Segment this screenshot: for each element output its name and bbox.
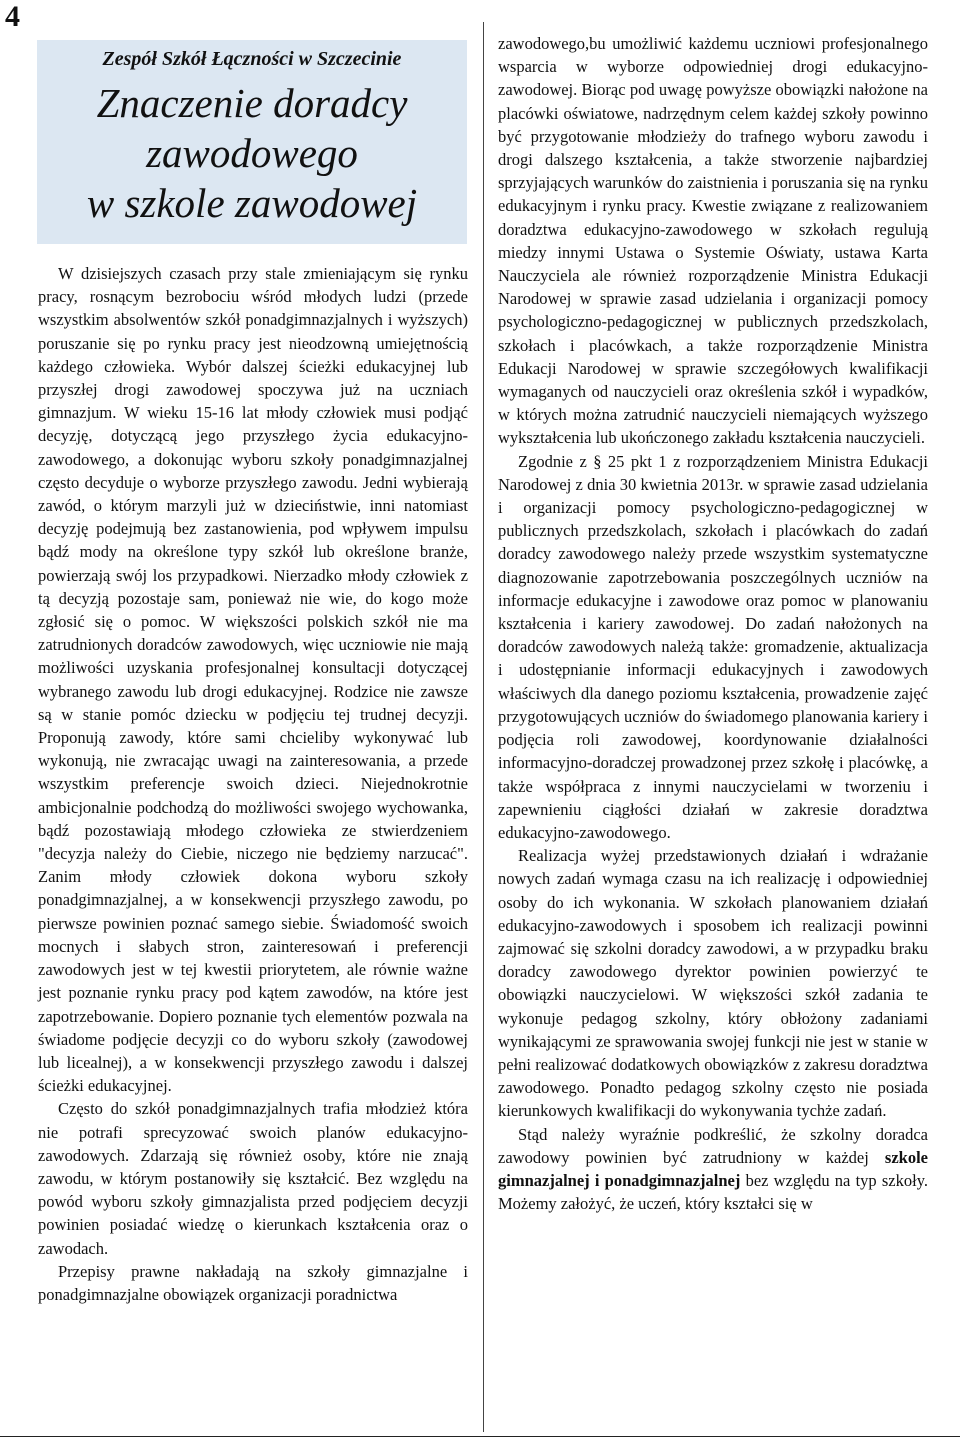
article-header [37,40,467,244]
left-column [38,262,468,1306]
body-paragraph [498,1123,928,1216]
column-divider [483,22,484,1432]
paragraph-text: bez względu na typ szkoły. Możemy założyć, że uczeń, który kształci się w [498,1170,928,1214]
body-paragraph: Zgodnie z § 25 pkt 1 z rozporządzeniem Ministra Edukacji Narodowej z dnia 30 kwietnia 2013r. w sprawie zasad udzielania i organizacji pomocy psychologiczno-pedagogicznej w publicznych przedszkolach, szkołach i placówkach do zadań doradcy zawodowego należy przede wszystkim systematyczne diagnozowanie zapotrzebowania poszczególnych uczniów na informacje edukacyjne i zawodowe oraz pomoc w planowaniu kształcenia i kariery zawodowej. Do zadań nałożonych na doradców zawodowych należą także: gromadzenie, aktualizacja i udostępnianie informacji edukacyjnych i zawodowych właściwych dla danego poziomu kształcenia, prowadzenie zajęć przygotowujących uczniów do świadomego planowania kariery i podjęcia roli zawodowej, koordynowanie działalności informacyjno-doradczej prowadzonej przez szkołę i placówkę, a także współpraca z innymi nauczycielami w tworzeniu i zapewnieniu ciągłości działań w zakresie doradztwa edukacyjno-zawodowego. [498,451,928,842]
right-column [498,32,928,1215]
body-paragraph: W dzisiejszych czasach przy stale zmieniającym się rynku pracy, rosnącym bezrobociu wśród młodych ludzi (przede wszystkim absolwentów szkół ponadgimnazjalnych i wyższych) poruszanie się po rynku pracy jest nieodzowną umiejętnością każdego człowieka. Wybór dalszej ścieżki edukacyjnej lub przyszłej drogi zawodowej spoczywa już na uczniach gimnazjum. W wieku 15-16 lat młody człowiek musi podjąć decyzję, dotyczącą jego przyszłego życia edukacyjno-zawodowego, a dokonując wyboru szkoły ponadgimnazjalnej często decyduje o wyborze przyszłego zawodu. Jedni wybierają zawód, o którym marzyli już w dzieciństwie, inni natomiast decyzję podejmują bez zastanowienia, pod wpływem impulsu bądź mody na określone typy szkół lub określone branże, powierzają swój los przypadkowi. Nierzadko młody człowiek z tą decyzją pozostaje sam, ponieważ nie wie, do kogo może zgłosić się o pomoc. W większości polskich szkół nie ma zatrudnionych doradców zawodowych, więc uczniowie nie mają możliwości uzyskania profesjonalnej konsultacji dotyczącej wybranego zawodu lub drogi edukacyjnej. Rodzice nie zawsze są w stanie pomóc dziecku w podjęciu tej trudnej decyzji. Proponują zawody, które sami chcieliby wykonywać lub wykonują, nie zwracając uwagi na zainteresowania, a przede wszystkim preferencje swoich dzieci. Niejednokrotnie ambicjonalnie podchodzą do możliwości swojego wychowanka, bądź pozostawiają młodego człowieka ze stwierdzeniem "decyzja należy do Ciebie, niczego nie będziemy narzucać". Zanim młody człowiek dokona wyboru szkoły ponadgimnazjalnej, a w konsekwencji przyszłego zawodu, po pierwsze powinien poznać samego siebie. Świadomość swoich mocnych i słabych stron, zainteresowań i preferencji zawodowych jest w tej kwestii priorytetem, ale równie ważne jest poznanie rynku pracy pod kątem zawodów, na które jest zapotrzebowanie. Dopiero poznanie tych elementów pozwala na świadome podjęcie decyzji co do wyboru szkoły (zawodowej lub licealnej), a w konsekwencji przyszłego zawodu i dalszej ścieżki edukacyjnej. [38,264,468,1096]
page-bottom-rule [0,1436,960,1437]
body-paragraph: Często do szkół ponadgimnazjalnych trafia młodzież która nie potrafi sprecyzować swoich planów edukacyjno-zawodowych. Zdarzają się również osoby, które nie znają zawodu, w którym postanowiły się kształcić. Bez względu na powód wyboru szkoły gimnazjalista przed podjęciem decyzji powinien posiadać wiedzę o kierunkach kształcenia oraz o zawodach. [38,1099,468,1258]
article-title-line-2: zawodowego [146,130,358,176]
page-number: 4 [5,0,20,33]
article-title-line-3: w szkole zawodowej [86,180,418,226]
body-paragraph: zawodowego,bu umożliwić każdemu uczniowi profesjonalnego wsparcia w wyborze odpowiedniej drogi edukacyjno-zawodowej. Biorąc pod uwagę powyższe obowiązki nałożone na placówki oświatowe, nadrzędnym celem każdej szkoły powinno być przygotowanie młodzieży do trafnego wyboru zawodu i drogi dalszego kształcenia, a także stworzenie najbardziej sprzyjających warunków do zaistnienia i poruszania się na rynku edukacyjnym i rynku pracy. Kwestie związane z realizowaniem doradztwa edukacyjno-zawodowego w szkołach regulują miedzy innymi Ustawa o Systemie Oświaty, ustawa Karta Nauczyciela ale również rozporządzenie Ministra Edukacji Narodowej w sprawie zasad udzielania i organizacji pomocy psychologiczno-pedagogicznej w publicznych przedszkolach, szkołach i placówkach, a także rozporządzenie Ministra Edukacji Narodowej w sprawie szczegółowych kwalifikacji wymaganych od nauczycieli oraz określenia szkół i wypadków, w których można zatrudnić nauczycieli niemających wyższego wykształcenia lub ukończonego zakładu kształcenia nauczycieli. [498,34,928,448]
body-paragraph: Przepisy prawne nakładają na szkoły gimnazjalne i ponadgimnazjalne obowiązek organizacji poradnictwa [38,1261,468,1304]
paragraph-text: Stąd należy wyraźnie podkreślić, że szkolny doradca zawodowy powinien być zatrudniony w każdej [498,1124,928,1167]
body-paragraph: Realizacja wyżej przedstawionych działań i wdrażanie nowych zadań wymaga czasu na ich realizację i odpowiedniej osoby do ich wykonania. W szkołach planowaniem działań edukacyjno-zawodowych i sposobem ich realizacji powinni zajmować się szkolni doradcy zawodowi, a w przypadku braku doradcy zawodowego dyrektor powinien powierzyć te obowiązki nauczycielowi. W większości szkół zadania te wykonuje pedagog szkolny, który obłożony zadaniami wynikającymi ze sprawowania swojej funkcji nie jest w stanie w pełni realizować dodatkowych obowiązków z zakresu doradztwa zawodowego. Ponadto pedagog szkolny często nie posiada kierunkowych kwalifikacji do wykonywania tychże zadań. [498,846,928,1121]
school-name: Zespół Szkół Łączności w Szczecinie [102,48,402,70]
article-title-line-1: Znaczenie doradcy [96,80,408,126]
article-title [37,78,467,228]
bold-phrase: szkole gimnazjalnej i ponadgimnazjalnej [498,1147,929,1190]
